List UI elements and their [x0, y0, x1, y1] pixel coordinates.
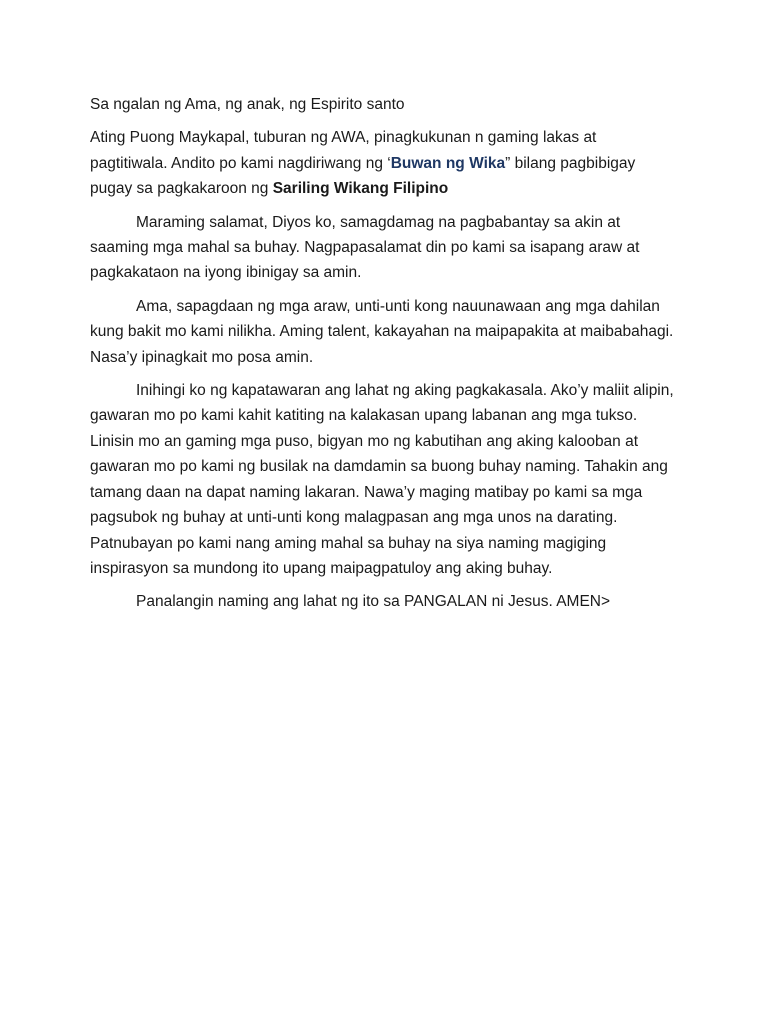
paragraph-5: Panalangin naming ang lahat ng ito sa PANGALAN ni Jesus. AMEN> [136, 593, 611, 611]
paragraph-1-text-a: Ating Puong Maykapal, tuburan ng AWA, pinagkukunan n gaming lakas at pagtitiwala. Andito po kami nagdiriwang ng ‘ [90, 129, 597, 172]
paragraph-3: Ama, sapagdaan ng mga araw, unti-unti kong nauunawaan ang mga dahilan kung bakit mo kami nilikha. Aming talent, kakayahan na maipapakita at maibabahagi. Nasa’y ipinagkait mo posa amin. [90, 297, 674, 366]
paragraph-1-text-b: ” bilang pagbibigay pugay sa pagkakaroon ng [90, 154, 636, 198]
paragraph-2: Maraming salamat, Diyos ko, samagdamag na pagbabantay sa akin at saaming mga mahal sa buhay. Nagpapasalamat din po kami sa isapang araw at pagkakataon na iyong ibinigay sa amin. [90, 213, 640, 282]
paragraph-4: Inihingi ko ng kapatawaran ang lahat ng aking pagkakasala. Ako’y maliit alipin, gawaran mo po kami kahit katiting na kalakasan upang labanan ang mga tukso. Linisin mo an gaming mga puso, bigyan mo ng kabutihan ang aking kalooban at gawaran mo po kami ng busilak na damdamin sa buong buhay naming. Tahakin ang tamang daan na dapat naming lakaran. Nawa’y maging matibay po kami sa mga pagsubok ng buhay at unti-unti kong malagpasan ang mga unos na darating. Patnubayan po kami nang aming mahal sa buhay na siya naming magiging inspirasyon sa mundong ito upang maipagpatuloy ang aking buhay. [90, 382, 674, 577]
buwan-ng-wika-highlight: Buwan ng Wika [390, 154, 506, 172]
document-body [90, 92, 675, 623]
paragraph-1 [90, 125, 675, 201]
sariling-wikang-filipino-bold: Sariling Wikang Filipino [272, 180, 449, 198]
greeting-line: Sa ngalan ng Ama, ng anak, ng Espirito santo [90, 96, 405, 113]
